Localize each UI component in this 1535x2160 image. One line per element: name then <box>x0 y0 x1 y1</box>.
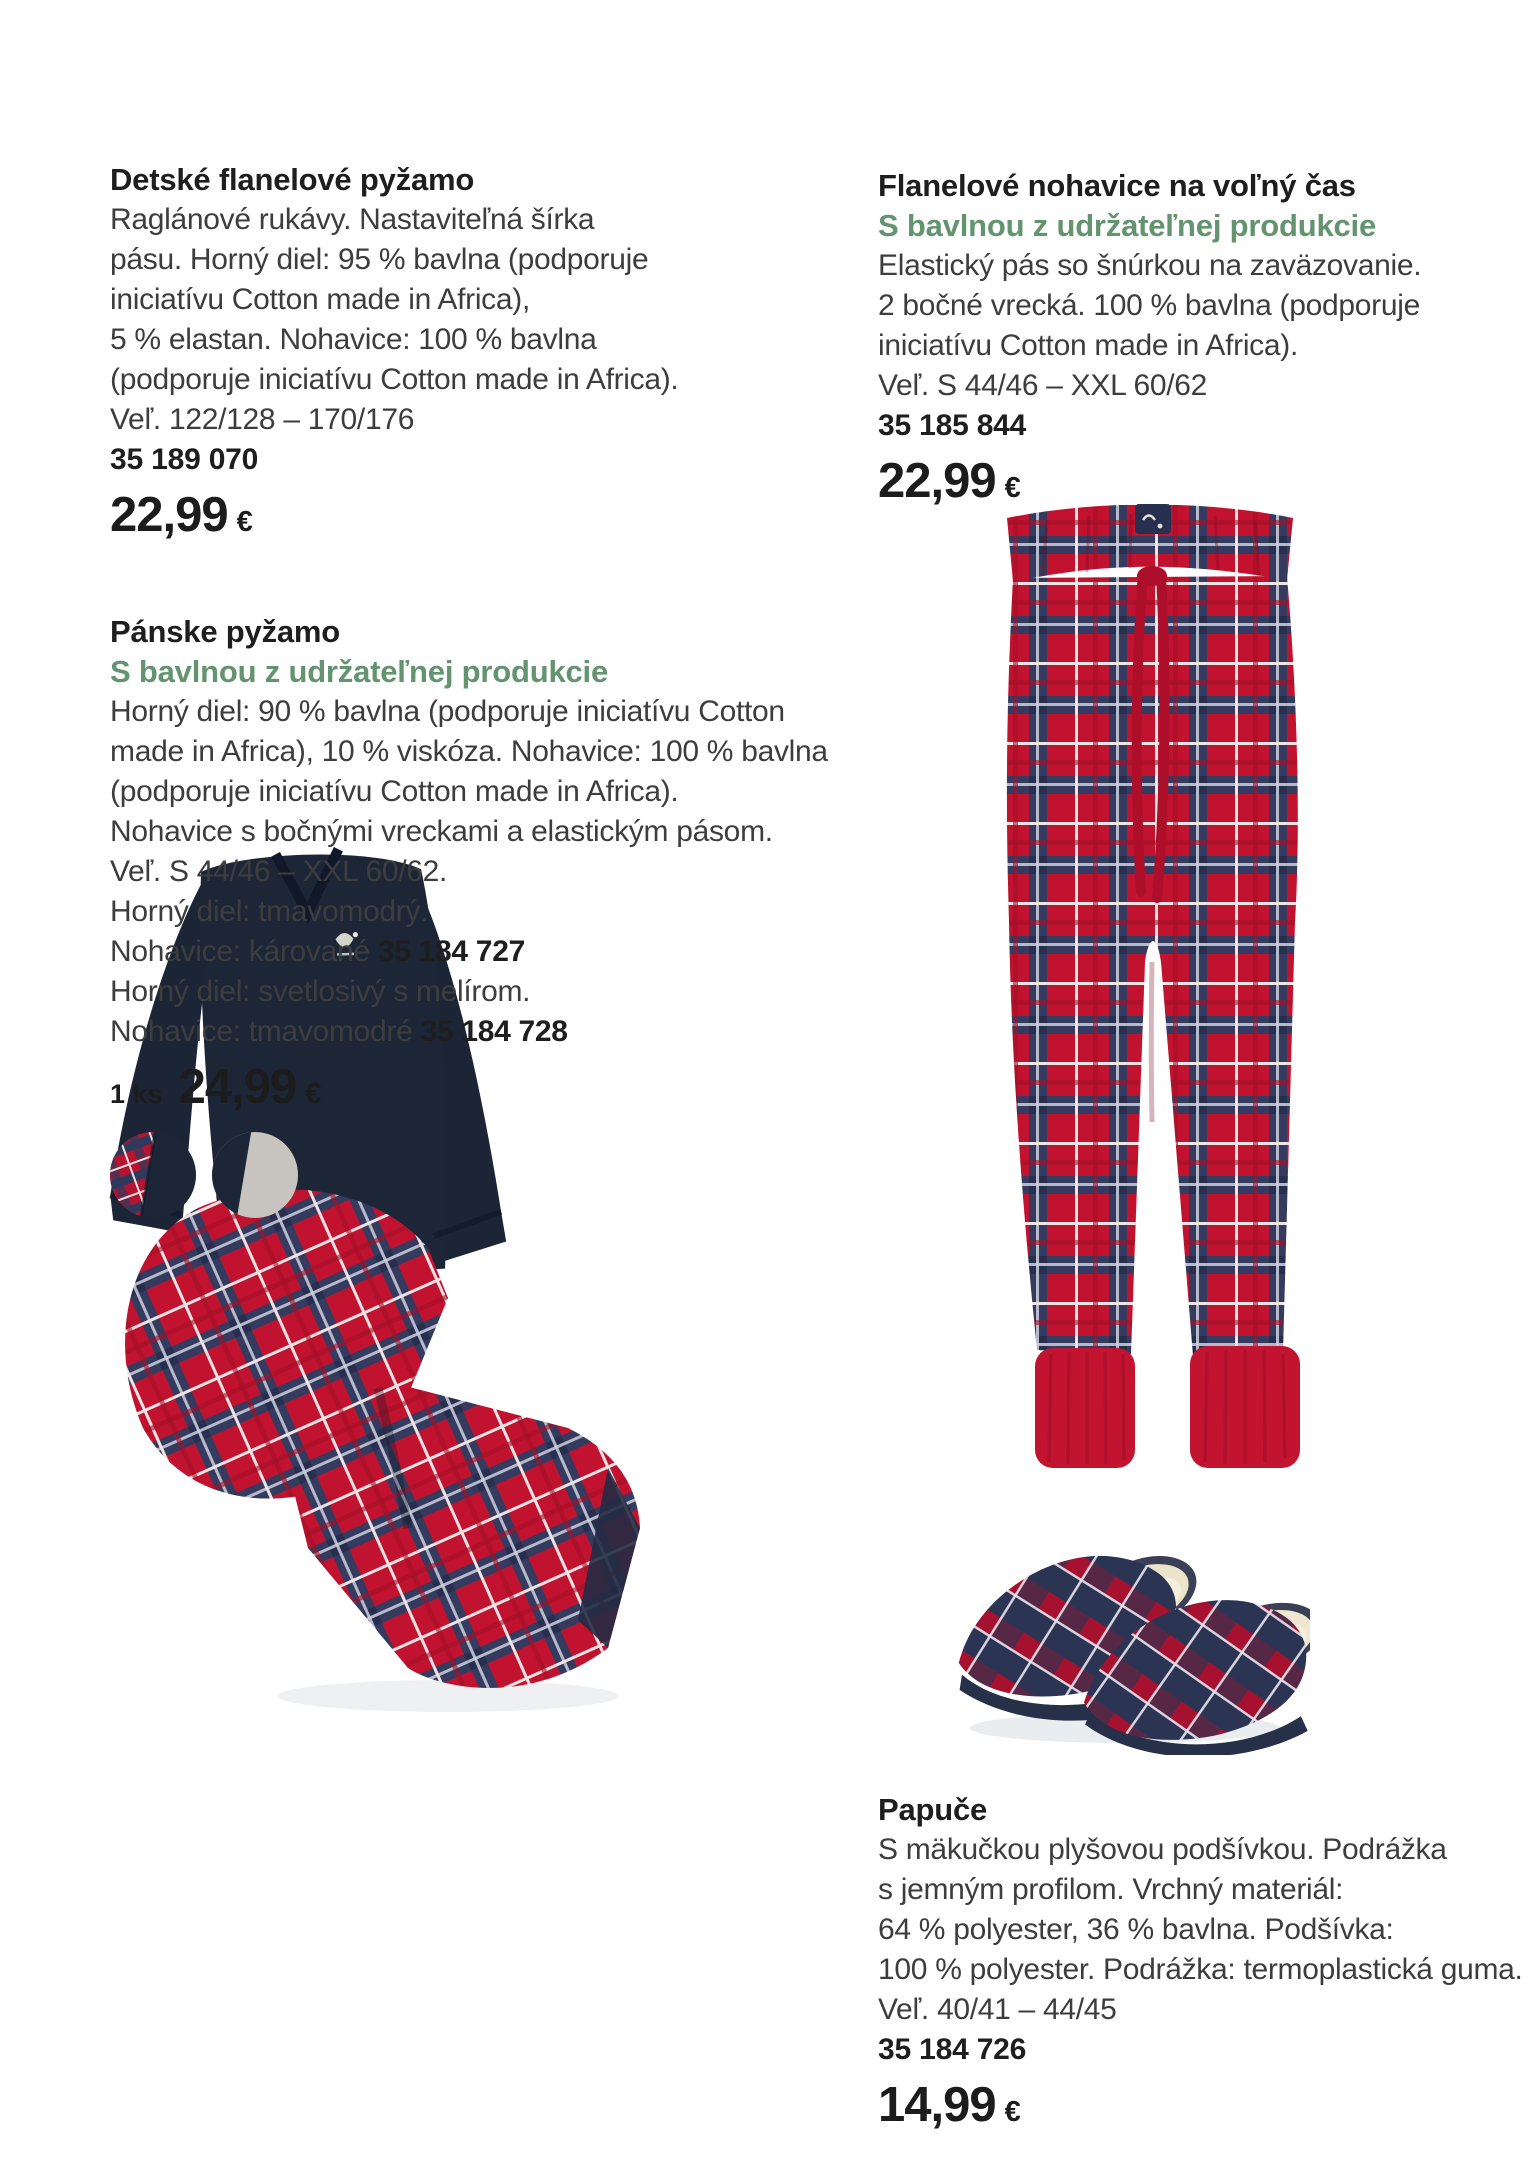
color-swatches <box>110 1132 828 1218</box>
description-line: Horný diel: tmavomodrý. <box>110 895 429 928</box>
unit-label: 1 ks <box>110 1079 163 1109</box>
product-title: Papuče <box>878 1792 988 1827</box>
product-panske-pyzamo <box>110 612 828 1218</box>
swatch-navy-gray <box>212 1132 298 1218</box>
product-detske-pyzamo <box>110 160 678 542</box>
currency-symbol: € <box>236 506 253 538</box>
description-line: Elastický pás so šnúrkou na zaväzovanie. <box>878 249 1422 282</box>
product-flanelove-nohavice <box>878 166 1421 508</box>
description-line: pásu. Horný diel: 95 % bavlna (podporuje <box>110 243 649 276</box>
article-number: 35 184 726 <box>878 2033 1027 2066</box>
slippers-photo <box>940 1500 1310 1755</box>
description-line: Nohavice s bočnými vreckami a elastickým pásom. <box>110 815 773 848</box>
size-line: Veľ. 40/41 – 44/45 <box>878 1993 1117 2026</box>
size-line: Veľ. 122/128 – 170/176 <box>110 403 415 436</box>
variant-line: Nohavice: kárované 35 184 727 <box>110 935 525 968</box>
description-line: iniciatívu Cotton made in Africa), <box>110 283 530 316</box>
price-row <box>878 2078 1523 2132</box>
description-line: 64 % polyester, 36 % bavlna. Podšívka: <box>878 1913 1394 1946</box>
product-papuce <box>878 1790 1523 2132</box>
folded-plaid-pants <box>125 1189 640 1712</box>
variant-line: Horný diel: svetlosivý s melírom. <box>110 975 531 1008</box>
price-value: 22,99 <box>878 454 996 508</box>
swatch-plaid-navy <box>110 1132 196 1218</box>
price-row <box>110 488 678 542</box>
article-number: 35 189 070 <box>110 443 259 476</box>
size-line: Veľ. S 44/46 – XXL 60/62 <box>878 369 1208 402</box>
product-title: Flanelové nohavice na voľný čas <box>878 168 1356 203</box>
currency-symbol: € <box>1004 2096 1021 2128</box>
price-value: 14,99 <box>878 2078 996 2132</box>
description-line: s jemným profilom. Vrchný materiál: <box>878 1873 1344 1906</box>
currency-symbol: € <box>1004 472 1021 504</box>
price-row <box>110 1060 828 1114</box>
description-line: made in Africa), 10 % viskóza. Nohavice: 100 % bavlna <box>110 735 828 768</box>
product-title: Detské flanelové pyžamo <box>110 162 475 197</box>
description-line: iniciatívu Cotton made in Africa). <box>878 329 1298 362</box>
product-title: Pánske pyžamo <box>110 614 341 649</box>
description-line: 100 % polyester. Podrážka: termoplastická guma. <box>878 1953 1523 1986</box>
currency-symbol: € <box>305 1078 322 1110</box>
article-number: 35 185 844 <box>878 409 1027 442</box>
price-row <box>878 454 1421 508</box>
flannel-pants-photo <box>985 492 1315 1482</box>
description-line: Raglánové rukávy. Nastaviteľná šírka <box>110 203 595 236</box>
description-line: 5 % elastan. Nohavice: 100 % bavlna <box>110 323 597 356</box>
variant-line: Nohavice: tmavomodré 35 184 728 <box>110 1015 568 1048</box>
description-line: (podporuje iniciatívu Cotton made in Africa). <box>110 363 679 396</box>
description-line: Horný diel: 90 % bavlna (podporuje iniciatívu Cotton <box>110 695 785 728</box>
price-value: 22,99 <box>110 488 228 542</box>
description-line: (podporuje iniciatívu Cotton made in Africa). <box>110 775 679 808</box>
size-line: Veľ. S 44/46 – XXL 60/62. <box>110 855 448 888</box>
article-number: 35 184 728 <box>420 1015 568 1048</box>
price-value: 24,99 <box>178 1060 297 1114</box>
description-line: 2 bočné vrecká. 100 % bavlna (podporuje <box>878 289 1420 322</box>
ribbed-cuffs <box>1035 1346 1300 1468</box>
description-line: S mäkučkou plyšovou podšívkou. Podrážka <box>878 1833 1447 1866</box>
sustainability-subtitle: S bavlnou z udržateľnej produkcie <box>110 654 608 689</box>
sustainability-subtitle: S bavlnou z udržateľnej produkcie <box>878 208 1376 243</box>
article-number: 35 184 727 <box>377 935 525 968</box>
